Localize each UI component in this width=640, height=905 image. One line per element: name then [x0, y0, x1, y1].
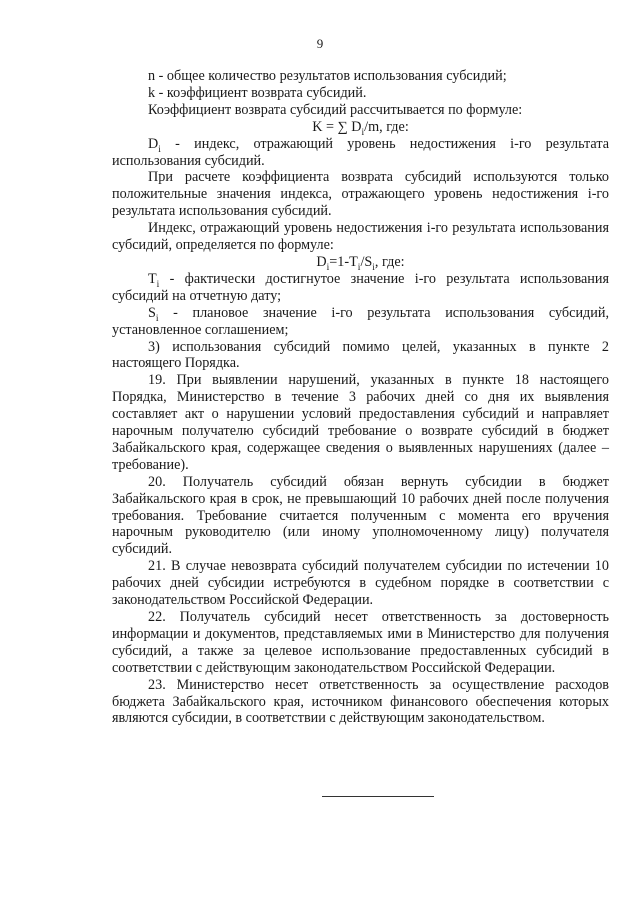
n-definition: n - общее количество результатов использования субсидий; — [148, 68, 507, 84]
page-number: 9 — [316, 36, 324, 51]
si-definition: $S_i$ - плановое значение i-го результата использования субсидий, установленное соглашением; — [112, 304, 609, 338]
di-definition: $D_i$ - индекс, отражающий уровень недостижения i-го результата использования субсидий. — [112, 135, 609, 169]
positive-values-paragraph: При расчете коэффициента возврата субсидий используются только положительные значения индекса, отражающего уровень недостижения i-го результата использования субсидий. — [112, 169, 609, 220]
paragraph-19: 19. При выявлении нарушений, указанных в пункте 18 настоящего Порядка, Министерство в течение 3 рабочих дней со дня их выявления составляет акт о нарушении условий предоставления субсидий и направляет нарочным получателю субсидий требование о возврате субсидий в бюджет Забайкальского края, содержащее сведения о выявленных нарушениях (далее – требование). — [112, 372, 609, 473]
d-formula: $D_i=1-T_i/S_i$, где: — [316, 253, 405, 273]
paragraph-23: 23. Министерство несет ответственность за осуществление расходов бюджета Забайкальского края, источником финансового обеспечения которых являются субсидии, в соответствии с действующим законодательством. — [112, 676, 609, 727]
paragraph-20: 20. Получатель субсидий обязан вернуть субсидии в бюджет Забайкальского края в срок, не превышающий 10 рабочих дней после получения требования. Требование считается полученным с момента его вручения нарочным руководителю (или иному уполномоченному лицу) получателя субсидий. — [112, 473, 609, 558]
ti-definition: $T_i$ - фактически достигнутое значение i-го результата использования субсидий на отчетную дату; — [112, 270, 609, 304]
k-formula: K = ∑ $D_i/m$, где: — [312, 118, 409, 138]
index-formula-intro: Индекс, отражающий уровень недостижения i-го результата использования субсидий, определяется по формуле: — [112, 220, 609, 254]
paragraph-22: 22. Получатель субсидий несет ответственность за достоверность информации и документов, представляемых ими в Министерство для получения субсидий, а также за целевое использование предоставленных субсидий в соответствии с действующим законодательством Российской Федерации. — [112, 609, 609, 676]
closing-rule — [322, 796, 434, 797]
item-3: 3) использования субсидий помимо целей, указанных в пункте 2 настоящего Порядка. — [112, 338, 609, 372]
k-definition: k - коэффициент возврата субсидий. — [148, 84, 367, 101]
document-body — [112, 68, 609, 727]
k-formula-intro: Коэффициент возврата субсидий рассчитывается по формуле: — [148, 101, 523, 118]
paragraph-21: 21. В случае невозврата субсидий получателем субсидии по истечении 10 рабочих дней субсидии истребуются в судебном порядке в соответствии с законодательством Российской Федерации. — [112, 558, 609, 609]
